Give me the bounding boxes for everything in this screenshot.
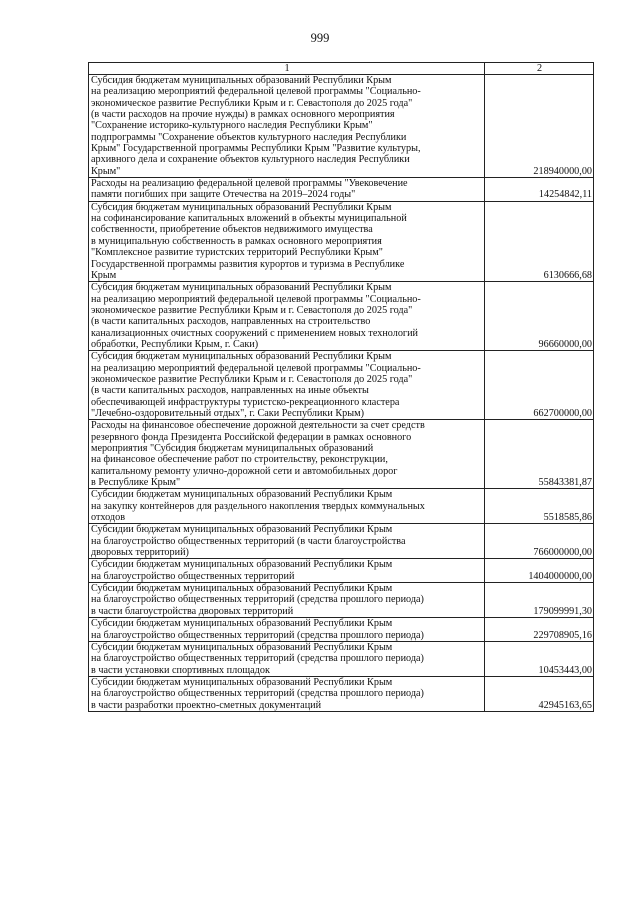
row-description: Субсидии бюджетам муниципальных образований Республики Крым на благоустройство общественных территорий (средства прошлого периода) в части разработки проектно-сметных документаций (89, 676, 485, 711)
row-description: Субсидии бюджетам муниципальных образований Республики Крым на благоустройство общественных территорий (в части благоустройства дворовых территорий) (89, 524, 485, 559)
budget-table (88, 62, 594, 712)
row-amount: 229708905,16 (485, 618, 594, 642)
table-header-row (89, 63, 594, 75)
table-header (89, 63, 594, 75)
table-row (89, 282, 594, 351)
row-description: Субсидия бюджетам муниципальных образований Республики Крым на реализацию мероприятий федеральной целевой программы "Социально- экономическое развитие Республики Крым и г. Севастополя до 2025 года" (в части капитальных расходов, направленных на строительство канализационных очистных сооружений с применением новых технологий обработки, Республики Крым, г. Саки) (89, 282, 485, 351)
table-row (89, 583, 594, 618)
row-amount: 218940000,00 (485, 75, 594, 178)
row-description: Субсидия бюджетам муниципальных образований Республики Крым на софинансирование капитальных вложений в объекты муниципальной собственности, приобретение объектов недвижимого имущества в муниципальную собственность в рамках основного мероприятия "Комплексное развитие туристских территорий Республики Крым" Государственной программы развития курортов и туризма в Республике Крым (89, 201, 485, 281)
row-description: Субсидии бюджетам муниципальных образований Республики Крым на благоустройство общественных территорий (89, 559, 485, 583)
row-description: Субсидии бюджетам муниципальных образований Республики Крым на благоустройство общественных территорий (средства прошлого периода) в части установки спортивных площадок (89, 641, 485, 676)
row-amount: 42945163,65 (485, 676, 594, 711)
row-amount: 766000000,00 (485, 524, 594, 559)
row-amount: 10453443,00 (485, 641, 594, 676)
table-row (89, 420, 594, 489)
row-amount: 96660000,00 (485, 282, 594, 351)
column-header-amount: 2 (485, 63, 594, 75)
row-amount: 55843381,87 (485, 420, 594, 489)
table-row (89, 178, 594, 202)
row-description: Расходы на финансовое обеспечение дорожной деятельности за счет средств резервного фонда Президента Российской федерации в рамках основного мероприятия "Субсидия бюджетам муниципальных образований на финансовое обеспечение работ по строительству, реконструкции, капитальному ремонту улично-дорожной сети и автомобильных дорог в Республике Крым" (89, 420, 485, 489)
table-row (89, 641, 594, 676)
column-header-description: 1 (89, 63, 485, 75)
table-row (89, 559, 594, 583)
table-body (89, 75, 594, 712)
row-description: Субсидии бюджетам муниципальных образований Республики Крым на благоустройство общественных территорий (средства прошлого периода) в части благоустройства дворовых территорий (89, 583, 485, 618)
table-row (89, 201, 594, 281)
row-amount: 1404000000,00 (485, 559, 594, 583)
row-amount: 5518585,86 (485, 489, 594, 524)
table-row (89, 75, 594, 178)
table-row (89, 618, 594, 642)
table-row (89, 351, 594, 420)
row-description: Субсидии бюджетам муниципальных образований Республики Крым на закупку контейнеров для раздельного накопления твердых коммунальных отходов (89, 489, 485, 524)
row-amount: 179099991,30 (485, 583, 594, 618)
row-amount: 14254842,11 (485, 178, 594, 202)
row-description: Субсидия бюджетам муниципальных образований Республики Крым на реализацию мероприятий федеральной целевой программы "Социально- экономическое развитие Республики Крым и г. Севастополя до 2025 года" (в части расходов на прочие нужды) в рамках основного мероприятия "Сохранение историко-культурного наследия Республики Крым" подпрограммы "Сохранение объектов культурного наследия Республики Крым" Государственной программы Республики Крым "Развитие культуры, архивного дела и сохранение объектов культурного наследия Республики Крым" (89, 75, 485, 178)
table-row (89, 676, 594, 711)
table-row (89, 489, 594, 524)
row-description: Расходы на реализацию федеральной целевой программы "Увековечение памяти погибших при защите Отечества на 2019–2024 годы" (89, 178, 485, 202)
row-amount: 662700000,00 (485, 351, 594, 420)
table-row (89, 524, 594, 559)
row-amount: 6130666,68 (485, 201, 594, 281)
page-number: 999 (310, 31, 330, 45)
row-description: Субсидия бюджетам муниципальных образований Республики Крым на реализацию мероприятий федеральной целевой программы "Социально- экономическое развитие Республики Крым и г. Севастополя до 2025 года" (в части капитальных расходов, направленных на иные объекты обеспечивающей инфраструктуры туристско-рекреационного кластера "Лечебно-оздоровительный отдых", г. Саки Республики Крым) (89, 351, 485, 420)
row-description: Субсидии бюджетам муниципальных образований Республики Крым на благоустройство общественных территорий (средства прошлого периода) (89, 618, 485, 642)
